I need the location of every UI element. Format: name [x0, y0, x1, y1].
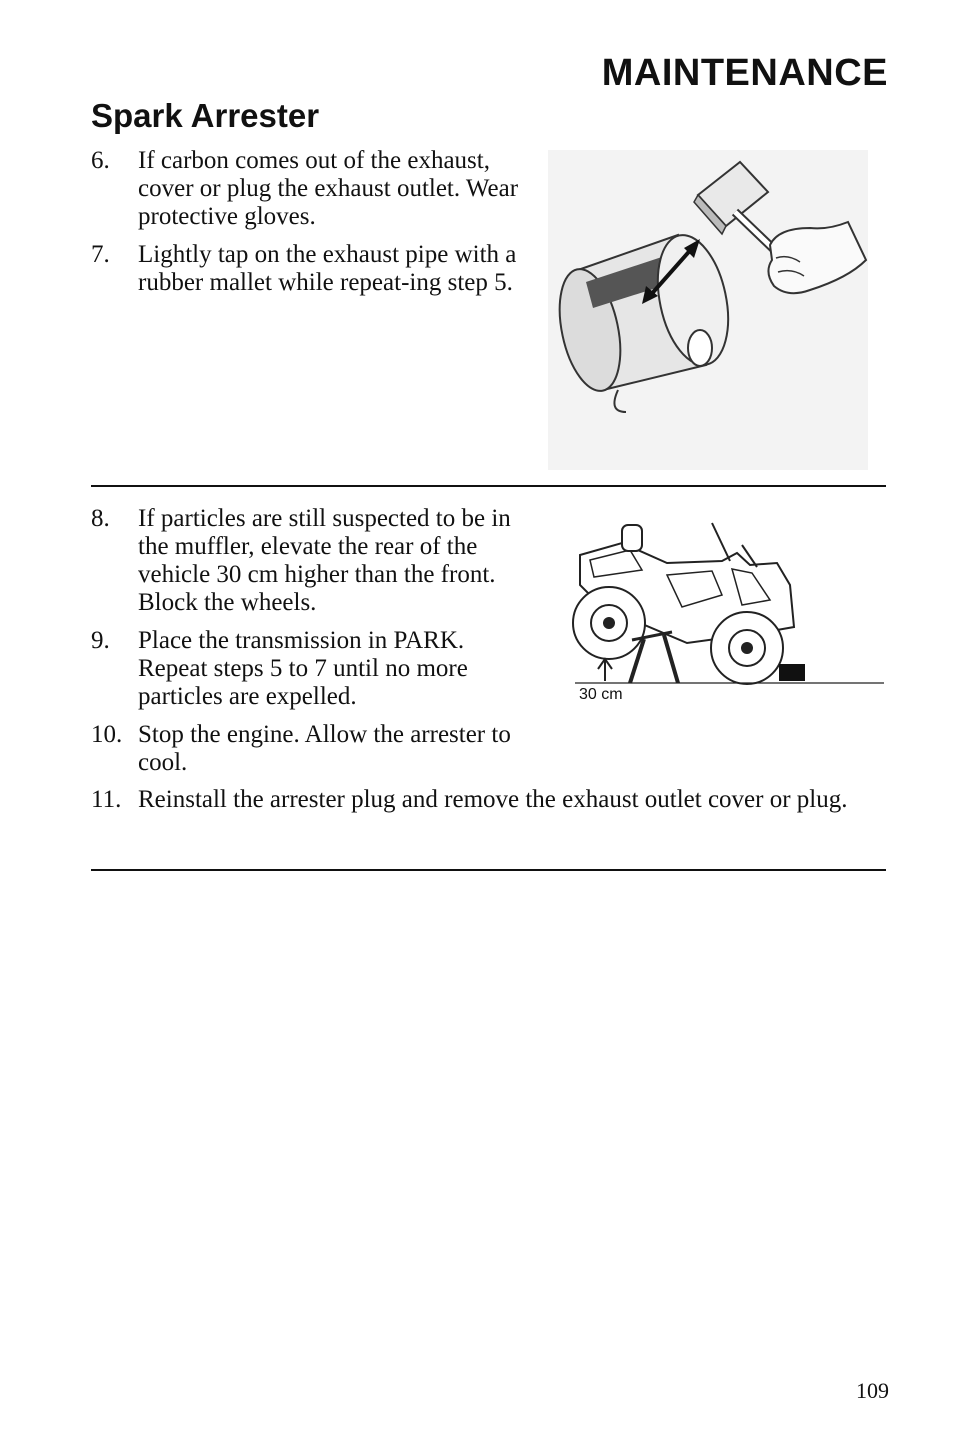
step-number: 6. [91, 147, 110, 174]
page-title: Spark Arrester [91, 97, 320, 134]
section-header: MAINTENANCE [601, 52, 888, 94]
step-10 [91, 721, 521, 777]
step-number: 8. [91, 505, 110, 532]
step-8 [91, 505, 521, 617]
jack-stand-icon [630, 632, 678, 683]
step-text: If particles are still suspected to be in the muffler, elevate the rear of the vehicle 30 cm higher than the front. Block the wheels. [138, 505, 511, 616]
step-text: Reinstall the arrester plug and remove the exhaust outlet cover or plug. [138, 786, 848, 813]
section-divider [91, 485, 886, 487]
atv-elevated-illustration [572, 515, 887, 710]
steps-list-b [91, 505, 521, 787]
front-wheel-icon [711, 612, 783, 684]
step-number: 7. [91, 241, 110, 268]
height-label: 30 cm [579, 686, 623, 703]
step-number: 11. [91, 786, 122, 813]
step-number: 10. [91, 721, 123, 748]
step-11 [91, 786, 886, 814]
step-9 [91, 627, 521, 711]
rear-wheel-icon [573, 587, 645, 659]
step-7 [91, 241, 531, 297]
step-6 [91, 147, 531, 231]
step-text: Stop the engine. Allow the arrester to cool. [138, 721, 511, 776]
wheel-block-icon [779, 664, 805, 681]
page-number: 109 [856, 1378, 889, 1403]
steps-list-c [91, 786, 886, 824]
section-divider [91, 869, 886, 871]
height-arrow-icon [598, 659, 612, 681]
muffler-mallet-illustration [548, 150, 868, 470]
step-text: Lightly tap on the exhaust pipe with a rubber mallet while repeat-ing step 5. [138, 241, 517, 296]
steps-list-a [91, 147, 531, 307]
step-text: If carbon comes out of the exhaust, cover or plug the exhaust outlet. Wear protective gloves. [138, 147, 519, 230]
step-text: Place the transmission in PARK. Repeat steps 5 to 7 until no more particles are expelled. [138, 627, 468, 710]
step-number: 9. [91, 627, 110, 654]
